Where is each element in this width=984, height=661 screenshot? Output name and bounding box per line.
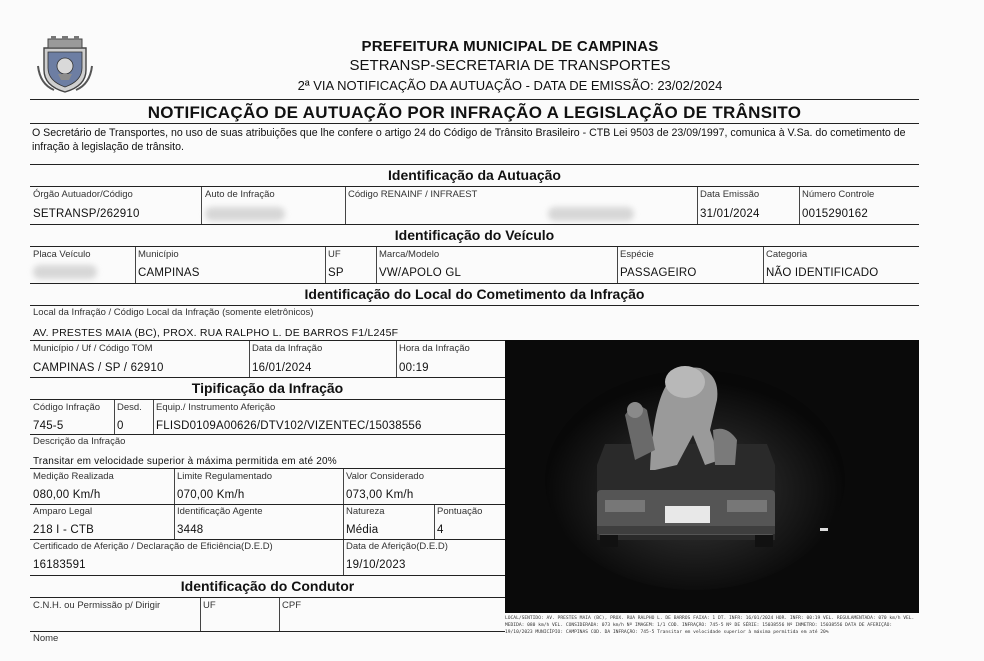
section-autuacao: Identificação da Autuação — [388, 167, 561, 183]
natureza-value: Média — [346, 524, 379, 536]
section-tipificacao: Tipificação da Infração — [191, 380, 344, 396]
emission-line: 2ª VIA NOTIFICAÇÃO DA AUTUAÇÃO - DATA DE EMISSÃO: 23/02/2024 — [297, 78, 723, 93]
redacted-placa — [33, 265, 97, 279]
intro-text: O Secretário de Transportes, no uso de suas atribuições que lhe confere o artigo 24 do Código de Trânsito Brasileiro - CTB Lei 9503 de 23/09/1997, comunica à V.Sa. do cometimento de infração à legislação de trânsito. — [32, 127, 906, 153]
divider — [325, 247, 326, 283]
divider — [114, 400, 115, 434]
municipio-label: Município — [138, 249, 179, 260]
valor-label: Valor Considerado — [346, 471, 424, 482]
divider — [30, 597, 505, 598]
uf-value: SP — [328, 267, 344, 279]
campinas-crest-icon — [36, 36, 94, 94]
equip-label: Equip./ Instrumento Aferição — [156, 402, 276, 413]
divider — [30, 164, 919, 165]
divider — [249, 341, 250, 377]
codigo-infracao-label: Código Infração — [33, 402, 101, 413]
divider — [343, 540, 344, 575]
divider — [30, 575, 505, 576]
divider — [30, 99, 919, 100]
divider — [200, 598, 201, 631]
mun-tom-value: CAMPINAS / SP / 62910 — [33, 362, 164, 374]
document-title: NOTIFICAÇÃO DE AUTUAÇÃO POR INFRAÇÃO A LEGISLAÇÃO DE TRÂNSITO — [147, 103, 802, 122]
valor-value: 073,00 Km/h — [346, 489, 414, 501]
section-veiculo: Identificação do Veículo — [394, 227, 555, 243]
data-emissao-value: 31/01/2024 — [700, 208, 760, 220]
condutor-uf-label: UF — [203, 600, 216, 611]
pontuacao-value: 4 — [437, 524, 444, 536]
redacted-auto — [205, 207, 285, 221]
divider — [30, 434, 505, 435]
cpf-label: CPF — [282, 600, 301, 611]
divider — [799, 187, 800, 224]
data-afericao-label: Data de Aferição(D.E.D) — [346, 541, 448, 552]
data-infracao-value: 16/01/2024 — [252, 362, 312, 374]
divider — [135, 247, 136, 283]
agente-value: 3448 — [177, 524, 204, 536]
uf-label: UF — [328, 249, 341, 260]
divider — [30, 399, 505, 400]
nome-label: Nome — [33, 633, 59, 644]
renainf-label: Código RENAINF / INFRAEST — [348, 189, 478, 200]
desd-value: 0 — [117, 420, 124, 432]
divider — [343, 505, 344, 540]
agente-label: Identificação Agente — [177, 506, 263, 517]
mun-tom-label: Município / Uf / Código TOM — [33, 343, 153, 354]
hora-infracao-label: Hora da Infração — [399, 343, 470, 354]
pontuacao-label: Pontuação — [437, 506, 483, 517]
categoria-label: Categoria — [766, 249, 808, 260]
divider — [174, 469, 175, 505]
medicao-value: 080,00 Km/h — [33, 489, 101, 501]
orgao-value: SETRANSP/262910 — [33, 208, 140, 220]
descricao-value: Transitar em velocidade superior à máxima permitida em até 20% — [33, 456, 337, 467]
divider — [343, 469, 344, 505]
codigo-infracao-value: 745-5 — [33, 420, 64, 432]
radar-photo — [505, 340, 919, 613]
divider — [763, 247, 764, 283]
divider — [174, 505, 175, 540]
divider — [345, 187, 346, 224]
divider — [697, 187, 698, 224]
divider — [279, 598, 280, 631]
data-infracao-label: Data da Infração — [252, 343, 323, 354]
divider — [201, 187, 202, 224]
divider — [30, 246, 919, 247]
amparo-value: 218 I - CTB — [33, 524, 94, 536]
data-afericao-value: 19/10/2023 — [346, 559, 406, 571]
divider — [376, 247, 377, 283]
divider — [30, 468, 505, 469]
natureza-label: Natureza — [346, 506, 385, 517]
divider — [30, 377, 505, 378]
divider — [617, 247, 618, 283]
certificado-value: 16183591 — [33, 559, 86, 571]
divider — [30, 305, 919, 306]
divider — [30, 224, 919, 225]
divider — [434, 505, 435, 540]
controle-label: Número Controle — [802, 189, 875, 200]
divider — [153, 400, 154, 434]
especie-value: PASSAGEIRO — [620, 267, 697, 279]
placa-label: Placa Veículo — [33, 249, 91, 260]
car-image-icon — [505, 340, 919, 613]
desd-label: Desd. — [117, 402, 142, 413]
org-name: PREFEITURA MUNICIPAL DE CAMPINAS — [361, 38, 659, 55]
divider — [30, 340, 505, 341]
auto-label: Auto de Infração — [205, 189, 275, 200]
local-label: Local da Infração / Código Local da Infração (somente eletrônicos) — [33, 307, 314, 318]
divider — [30, 283, 919, 284]
limite-label: Limite Regulamentado — [177, 471, 273, 482]
divider — [30, 539, 505, 540]
categoria-value: NÃO IDENTIFICADO — [766, 267, 879, 279]
local-value: AV. PRESTES MAIA (BC), PROX. RUA RALPHO L. DE BARROS F1/L245F — [33, 327, 399, 339]
photo-caption: LOCAL/SENTIDO: AV. PRESTES MAIA (BC), PROX. RUA RALPHO L. DE BARROS FAIXA: 1 DT. INFR: 16/01/2024 HOR. INFR: 00:19 VEL. REGULAMENTADA: 070 km/h VEL. MEDIDA: 080 km/h VEL. CONSIDERADA: 073 km/h Nº IMAGEM: 1/1 COD. INFRAÇÃO: 745-5 Nº DE SÉRIE: 15038556 Nº INMETRO: 15038556 DATA DE AFERIÇÃO: 19/10/2023 MUNICÍPIO: CAMPINAS COD. DA INFRAÇÃO: 745-5 Transitar em velocidade superior à máxima permitida em até 20% — [505, 616, 915, 635]
divider — [30, 123, 919, 124]
divider — [30, 186, 919, 187]
marca-label: Marca/Modelo — [379, 249, 440, 260]
orgao-label: Órgão Autuador/Código — [33, 189, 133, 200]
divider — [30, 631, 505, 632]
certificado-label: Certificado de Aferição / Declaração de Eficiência(D.E.D) — [33, 541, 273, 552]
descricao-label: Descrição da Infração — [33, 436, 126, 447]
medicao-label: Medição Realizada — [33, 471, 114, 482]
section-condutor: Identificação do Condutor — [180, 578, 355, 594]
limite-value: 070,00 Km/h — [177, 489, 245, 501]
municipio-value: CAMPINAS — [138, 267, 200, 279]
redacted-renainf — [548, 207, 634, 221]
marca-value: VW/APOLO GL — [379, 267, 462, 279]
data-emissao-label: Data Emissão — [700, 189, 760, 200]
hora-infracao-value: 00:19 — [399, 362, 429, 374]
cnh-label: C.N.H. ou Permissão p/ Dirigir — [33, 600, 161, 611]
especie-label: Espécie — [620, 249, 654, 260]
divider — [396, 341, 397, 377]
equip-value: FLISD0109A00626/DTV102/VIZENTEC/15038556 — [156, 420, 422, 432]
section-local: Identificação do Local do Cometimento da Infração — [304, 286, 645, 302]
amparo-label: Amparo Legal — [33, 506, 93, 517]
controle-value: 0015290162 — [802, 208, 868, 220]
department-name: SETRANSP-SECRETARIA DE TRANSPORTES — [349, 57, 671, 74]
